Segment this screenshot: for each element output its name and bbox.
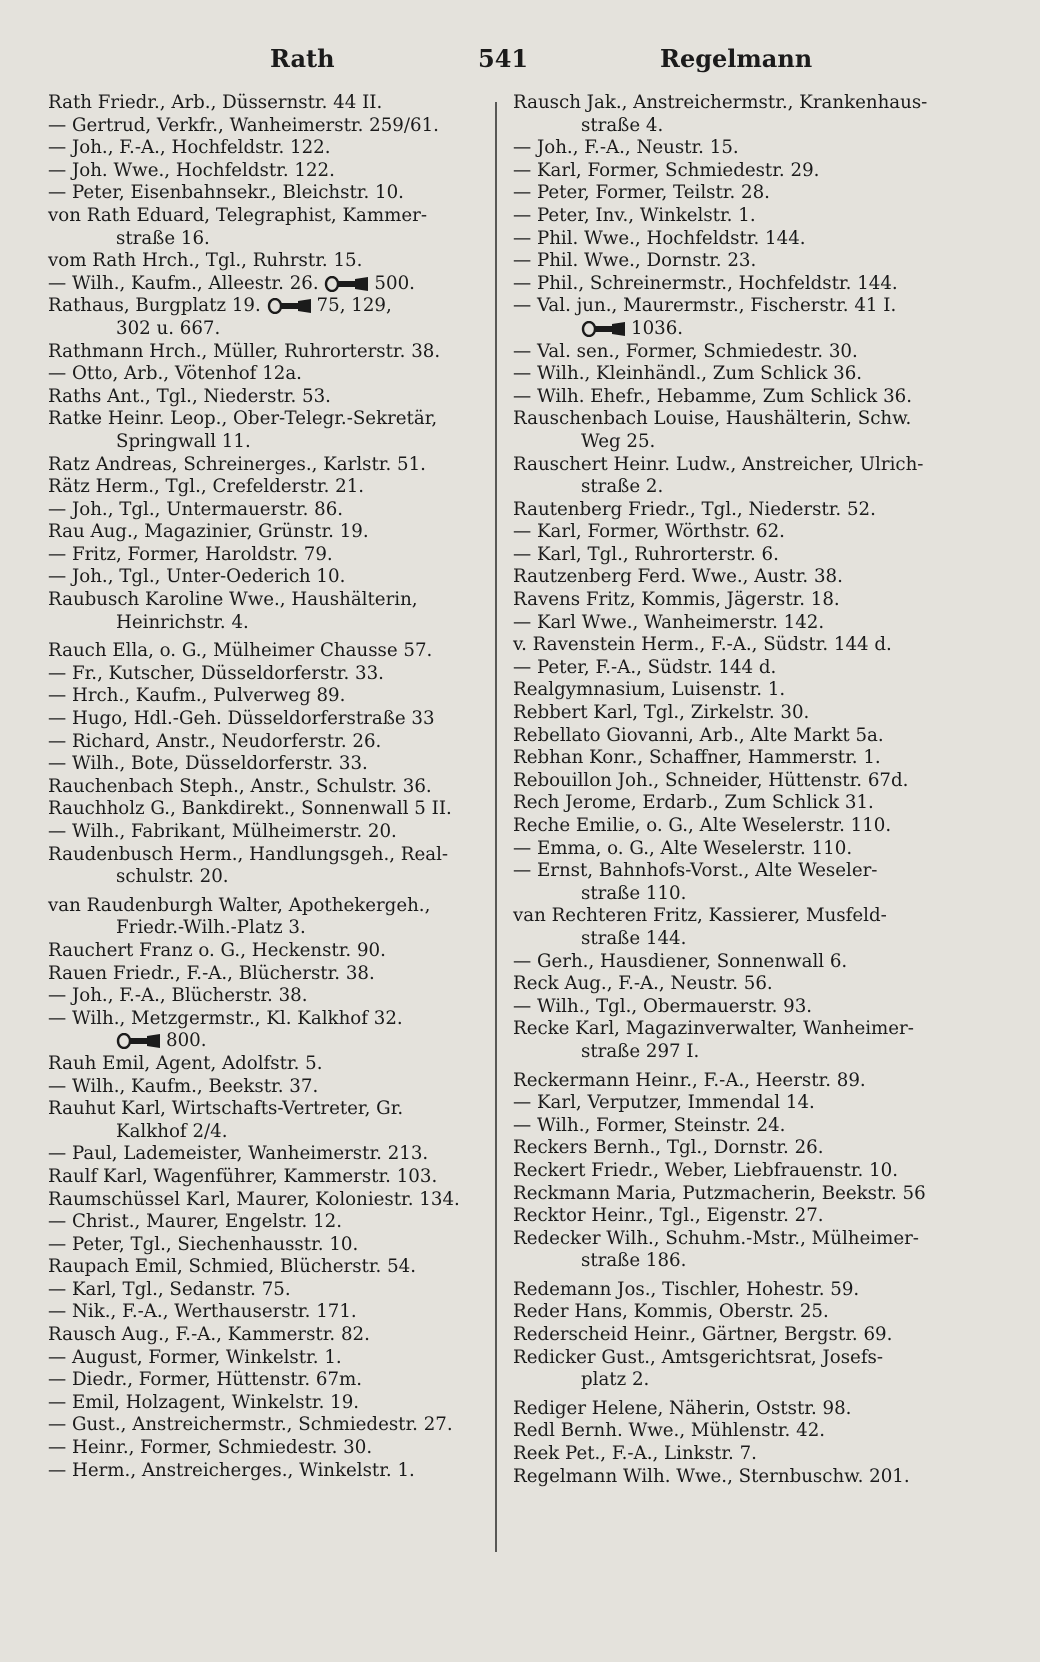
entry-text: v. Ravenstein Herm., F.-A., Südstr. 144 d. [513,634,892,656]
directory-entry [48,940,478,963]
directory-entry [513,273,953,296]
entry-text: van Rechteren Fritz, Kassierer, Musfeld- [513,905,887,927]
entry-text: Redl Bernh. Wwe., Mühlenstr. 42. [513,1420,826,1442]
entry-text: — Karl Wwe., Wanheimerstr. 142. [513,611,825,633]
directory-entry [513,1228,953,1251]
telephone-icon [116,1033,162,1049]
entry-text: — Wilh., Tgl., Obermauerstr. 93. [513,995,813,1017]
entry-text: Ratz Andreas, Schreinerges., Karlstr. 51. [48,453,426,475]
directory-entry [48,776,478,799]
directory-entry [48,1053,478,1076]
entry-text: Reche Emilie, o. G., Alte Weselerstr. 110. [513,815,892,836]
directory-entry [48,1030,478,1053]
directory-entry [48,1460,478,1483]
entry-text: Weg 25. [581,430,656,452]
entry-text: — Wilh., Kaufm., Alleestr. 26. [48,272,319,294]
entry-text: straße 144. [581,927,687,949]
directory-entry [48,731,478,754]
entry-text: platz 2. [581,1369,650,1391]
directory-entry [513,137,953,160]
entry-text: — Wilh., Metzgermstr., Kl. Kalkhof 32. [48,1007,403,1029]
entry-text: — Hugo, Hdl.-Geh. Düsseldorferstraße 33 [48,708,435,730]
page-header [0,44,1040,84]
entry-text: Rediger Helene, Näherin, Oststr. 98. [513,1397,852,1419]
directory-entry [48,295,478,318]
entry-text: Rauchholz G., Bankdirekt., Sonnenwall 5 II. [48,798,452,820]
entry-text: Rebellato Giovanni, Arb., Alte Markt 5a. [513,724,884,746]
entry-text: — Karl, Former, Schmiedestr. 29. [513,159,820,181]
header-first-name: Rath [270,44,335,73]
directory-entry [48,1143,478,1166]
directory-entry [513,476,953,499]
directory-entry [513,92,953,115]
directory-entry [513,1160,953,1183]
entry-text: Rederscheid Heinr., Gärtner, Bergstr. 69. [513,1324,893,1346]
entry-text: — Gertrud, Verkfr., Wanheimerstr. 259/61. [48,114,439,136]
directory-entry [48,1211,478,1234]
entry-text: Ratke Heinr. Leop., Ober-Telegr.-Sekretär, [48,408,438,430]
entry-text: — August, Former, Winkelstr. 1. [48,1346,342,1368]
entry-text: — Wilh., Kaufm., Beekstr. 37. [48,1075,319,1097]
directory-entry [513,115,953,138]
directory-entry [48,521,478,544]
directory-entry [513,318,953,341]
directory-entry [513,566,953,589]
directory-entry [513,725,953,748]
entry-text: Kalkhof 2/4. [116,1120,228,1142]
directory-entry [48,844,478,867]
entry-text: — Peter, Former, Teilstr. 28. [513,182,770,204]
entry-text: — Karl, Former, Wörthstr. 62. [513,521,785,543]
entry-text: — Hrch., Kaufm., Pulverweg 89. [48,685,346,707]
entry-text: Friedr.-Wilh.-Platz 3. [116,917,306,939]
entry-text: — Joh., Tgl., Unter-Oederich 10. [48,566,346,588]
entry-text: — Gerh., Hausdiener, Sonnenwall 6. [513,950,848,972]
entry-text: Rebhan Konr., Schaffner, Hammerstr. 1. [513,747,881,769]
entry-text: — Val. sen., Former, Schmiedestr. 30. [513,340,858,362]
entry-text: — Wilh., Bote, Düsseldorferstr. 33. [48,753,368,775]
directory-entry [513,431,953,454]
directory-entry [513,1018,953,1041]
header-last-name: Regelmann [660,44,813,73]
directory-entry [48,205,478,228]
directory-entry [48,1414,478,1437]
directory-entry [513,250,953,273]
directory-entry [513,996,953,1019]
directory-entry [513,1137,953,1160]
directory-entry [48,866,478,889]
entry-text: Raumschüssel Karl, Maurer, Koloniestr. 134. [48,1188,460,1210]
directory-entry [48,663,478,686]
entry-text: straße 110. [581,882,687,904]
entry-text: Ravens Fritz, Kommis, Jägerstr. 18. [513,589,840,611]
entry-text: — Phil. Wwe., Hochfeldstr. 144. [513,227,806,249]
directory-entry [48,917,478,940]
directory-entry [513,1070,953,1093]
column-divider [495,102,497,1552]
directory-entry [513,951,953,974]
entry-text: — Peter, F.-A., Südstr. 144 d. [513,656,777,678]
entry-text: — Gust., Anstreichermstr., Schmiedestr. 27. [48,1414,453,1436]
directory-entry [48,273,478,296]
directory-entry [48,963,478,986]
directory-entry [48,318,478,341]
directory-entry [513,1250,953,1273]
directory-entry [513,499,953,522]
phone-number: 1036. [631,317,684,339]
directory-entry [48,476,478,499]
directory-entry [513,1347,953,1370]
directory-entry [48,1166,478,1189]
directory-entry [513,883,953,906]
directory-entry [48,137,478,160]
entry-text: — Wilh., Kleinhändl., Zum Schlick 36. [513,363,863,385]
directory-entry [48,182,478,205]
entry-text: Reckers Bernh., Tgl., Dornstr. 26. [513,1137,824,1159]
directory-entry [513,589,953,612]
directory-entry [513,1324,953,1347]
directory-entry [48,1234,478,1257]
entry-text: Rauschert Heinr. Ludw., Anstreicher, Ulrich- [513,453,924,475]
directory-entry [48,1189,478,1212]
entry-text: Raudenbusch Herm., Handlungsgeh., Real- [48,843,449,865]
entry-text: Realgymnasium, Luisenstr. 1. [513,679,786,701]
directory-entry [48,454,478,477]
entry-text: — Karl, Tgl., Ruhrorterstr. 6. [513,543,779,565]
entry-text: Rath Friedr., Arb., Düssernstr. 44 II. [48,92,383,113]
directory-entry [48,1008,478,1031]
directory-entry [513,205,953,228]
entry-text: — Nik., F.-A., Werthauserstr. 171. [48,1301,357,1323]
entry-text: — Joh., F.-A., Hochfeldstr. 122. [48,137,331,159]
entry-text: — Otto, Arb., Vötenhof 12a. [48,363,302,385]
phone-number: 800. [166,1030,207,1052]
entry-text: Reckmann Maria, Putzmacherin, Beekstr. 56 [513,1182,926,1204]
phone-number: 75, 129, [316,295,392,317]
telephone-icon [581,321,627,337]
entry-text: Rauhut Karl, Wirtschafts-Vertreter, Gr. [48,1098,404,1120]
directory-entry [48,640,478,663]
entry-text: Redicker Gust., Amtsgerichtsrat, Josefs- [513,1346,884,1368]
entry-text: straße 297 I. [581,1040,700,1062]
directory-entry [513,341,953,364]
directory-entry [513,928,953,951]
directory-entry [513,1041,953,1064]
entry-text: — Karl, Verputzer, Immendal 14. [513,1092,815,1114]
right-column [513,92,953,1488]
entry-text: Raubusch Karoline Wwe., Haushälterin, [48,589,418,611]
entry-text: — Diedr., Former, Hüttenstr. 67m. [48,1369,363,1391]
entry-text: Rätz Herm., Tgl., Crefelderstr. 21. [48,476,365,498]
entry-text: — Peter, Tgl., Siechenhausstr. 10. [48,1233,359,1255]
entry-text: — Emil, Holzagent, Winkelstr. 19. [48,1391,360,1413]
directory-entry [48,341,478,364]
directory-entry [513,228,953,251]
directory-entry [48,1076,478,1099]
directory-entry [48,386,478,409]
entry-text: Redecker Wilh., Schuhm.-Mstr., Mülheimer- [513,1227,919,1249]
directory-entry [513,679,953,702]
directory-entry [513,860,953,883]
entry-text: Raths Ant., Tgl., Niederstr. 53. [48,385,331,407]
entry-text: Rathaus, Burgplatz 19. [48,295,261,317]
entry-text: straße 4. [581,114,664,136]
phone-number: 500. [374,272,415,294]
directory-entry [48,1324,478,1347]
directory-entry [48,1347,478,1370]
entry-text: schulstr. 20. [116,866,229,888]
directory-entry [48,544,478,567]
directory-entry [48,821,478,844]
directory-entry [48,499,478,522]
page-number: 541 [478,44,529,73]
entry-text: — Wilh. Ehefr., Hebamme, Zum Schlick 36. [513,385,912,407]
entry-text: Springwall 11. [116,430,251,452]
directory-entry [513,1443,953,1466]
entry-text: — Joh., F.-A., Neustr. 15. [513,137,739,159]
directory-entry [48,895,478,918]
directory-entry [513,1205,953,1228]
directory-entry [513,521,953,544]
directory-entry [513,363,953,386]
entry-text: Rauschenbach Louise, Haushälterin, Schw. [513,408,912,430]
entry-text: — Christ., Maurer, Engelstr. 12. [48,1211,343,1233]
directory-entry [48,228,478,251]
directory-entry [513,838,953,861]
entry-text: — Wilh., Fabrikant, Mülheimerstr. 20. [48,821,397,842]
left-column [48,92,478,1482]
entry-text: Rautzenberg Ferd. Wwe., Austr. 38. [513,566,843,588]
entry-text: Redemann Jos., Tischler, Hohestr. 59. [513,1278,860,1300]
directory-entry [513,702,953,725]
directory-entry [48,1279,478,1302]
directory-entry [48,1121,478,1144]
entry-text: Rau Aug., Magazinier, Grünstr. 19. [48,521,369,543]
entry-text: 302 u. 667. [116,317,221,339]
entry-text: straße 186. [581,1250,687,1272]
entry-text: Reder Hans, Kommis, Oberstr. 25. [513,1301,829,1323]
entry-text: — Val. jun., Maurermstr., Fischerstr. 41 I. [513,295,897,317]
entry-text: Rauchenbach Steph., Anstr., Schulstr. 36. [48,775,432,797]
directory-entry [513,454,953,477]
directory-entry [513,544,953,567]
entry-text: — Peter, Inv., Winkelstr. 1. [513,204,756,226]
entry-text: Recktor Heinr., Tgl., Eigenstr. 27. [513,1205,824,1227]
telephone-icon [267,298,313,314]
entry-text: — Peter, Eisenbahnsekr., Bleichstr. 10. [48,182,404,204]
directory-entry [513,634,953,657]
directory-entry [513,1183,953,1206]
entry-text: von Rath Eduard, Telegraphist, Kammer- [48,204,427,226]
entry-text: Reckermann Heinr., F.-A., Heerstr. 89. [513,1069,866,1091]
directory-entry [48,363,478,386]
directory-entry [48,92,478,115]
directory-entry [48,753,478,776]
entry-text: straße 2. [581,476,664,498]
entry-text: Reek Pet., F.-A., Linkstr. 7. [513,1443,757,1465]
entry-text: — Joh., Tgl., Untermauerstr. 86. [48,498,344,520]
entry-text: — Richard, Anstr., Neudorferstr. 26. [48,730,382,752]
directory-entry [513,770,953,793]
directory-entry [513,1369,953,1392]
entry-text: — Heinr., Former, Schmiedestr. 30. [48,1437,373,1459]
entry-text: Rausch Aug., F.-A., Kammerstr. 82. [48,1324,370,1346]
directory-entry [513,160,953,183]
entry-text: straße 16. [116,227,210,249]
directory-entry [513,1092,953,1115]
directory-entry [48,1392,478,1415]
entry-text: — Herm., Anstreicherges., Winkelstr. 1. [48,1459,415,1481]
directory-entry [513,1466,953,1489]
entry-text: — Phil., Schreinermstr., Hochfeldstr. 144. [513,272,898,294]
directory-entry [513,792,953,815]
entry-text: Raupach Emil, Schmied, Blücherstr. 54. [48,1256,417,1278]
directory-entry [48,1256,478,1279]
directory-entry [513,295,953,318]
entry-text: — Emma, o. G., Alte Weselerstr. 110. [513,837,853,859]
entry-text: Rebbert Karl, Tgl., Zirkelstr. 30. [513,702,810,724]
directory-entry [48,115,478,138]
directory-entry [513,1420,953,1443]
entry-text: Heinrichstr. 4. [116,611,249,633]
directory-entry [48,160,478,183]
directory-entry [48,1301,478,1324]
directory-entry [48,408,478,431]
directory-entry [513,408,953,431]
directory-entry [48,798,478,821]
entry-text: Rauh Emil, Agent, Adolfstr. 5. [48,1052,323,1074]
telephone-icon [324,276,370,292]
directory-entry [48,566,478,589]
entry-text: — Ernst, Bahnhofs-Vorst., Alte Weseler- [513,860,878,882]
directory-entry [48,708,478,731]
directory-entry [513,1279,953,1302]
directory-entry [513,973,953,996]
entry-text: Rathmann Hrch., Müller, Ruhrorterstr. 38. [48,340,441,362]
directory-entry [48,612,478,635]
entry-text: — Joh. Wwe., Hochfeldstr. 122. [48,159,335,181]
entry-text: Regelmann Wilh. Wwe., Sternbuschw. 201. [513,1465,910,1487]
entry-text: Rautenberg Friedr., Tgl., Niederstr. 52. [513,498,876,520]
directory-entry [513,905,953,928]
directory-entry [48,1369,478,1392]
entry-text: Reck Aug., F.-A., Neustr. 56. [513,973,773,995]
directory-entry [513,657,953,680]
directory-entry [513,612,953,635]
directory-entry [513,815,953,838]
entry-text: Rebouillon Joh., Schneider, Hüttenstr. 67d. [513,769,909,791]
entry-text: — Fr., Kutscher, Düsseldorferstr. 33. [48,662,384,684]
entry-text: — Paul, Lademeister, Wanheimerstr. 213. [48,1143,429,1165]
directory-entry [513,747,953,770]
directory-entry [48,685,478,708]
directory-entry [48,1437,478,1460]
directory-entry [48,250,478,273]
directory-entry [513,1115,953,1138]
entry-text: — Phil. Wwe., Dornstr. 23. [513,250,757,272]
entry-text: Rauch Ella, o. G., Mülheimer Chausse 57. [48,640,433,662]
entry-text: Rauen Friedr., F.-A., Blücherstr. 38. [48,962,375,984]
entry-text: vom Rath Hrch., Tgl., Ruhrstr. 15. [48,250,363,272]
directory-entry [513,182,953,205]
entry-text: — Karl, Tgl., Sedanstr. 75. [48,1278,291,1300]
entry-text: Raulf Karl, Wagenführer, Kammerstr. 103. [48,1165,438,1187]
entry-text: Rausch Jak., Anstreichermstr., Krankenhaus- [513,92,928,113]
entry-text: — Wilh., Former, Steinstr. 24. [513,1114,786,1136]
directory-entry [48,1098,478,1121]
entry-text: — Joh., F.-A., Blücherstr. 38. [48,985,308,1007]
directory-entry [513,1398,953,1421]
entry-text: Rauchert Franz o. G., Heckenstr. 90. [48,939,386,961]
entry-text: Recke Karl, Magazinverwalter, Wanheimer- [513,1018,914,1040]
directory-entry [48,589,478,612]
entry-text: Reckert Friedr., Weber, Liebfrauenstr. 10. [513,1159,899,1181]
directory-entry [48,985,478,1008]
directory-entry [48,431,478,454]
directory-entry [513,1301,953,1324]
entry-text: — Fritz, Former, Haroldstr. 79. [48,543,333,565]
entry-text: van Raudenburgh Walter, Apothekergeh., [48,894,431,916]
directory-entry [513,386,953,409]
entry-text: Rech Jerome, Erdarb., Zum Schlick 31. [513,792,874,814]
